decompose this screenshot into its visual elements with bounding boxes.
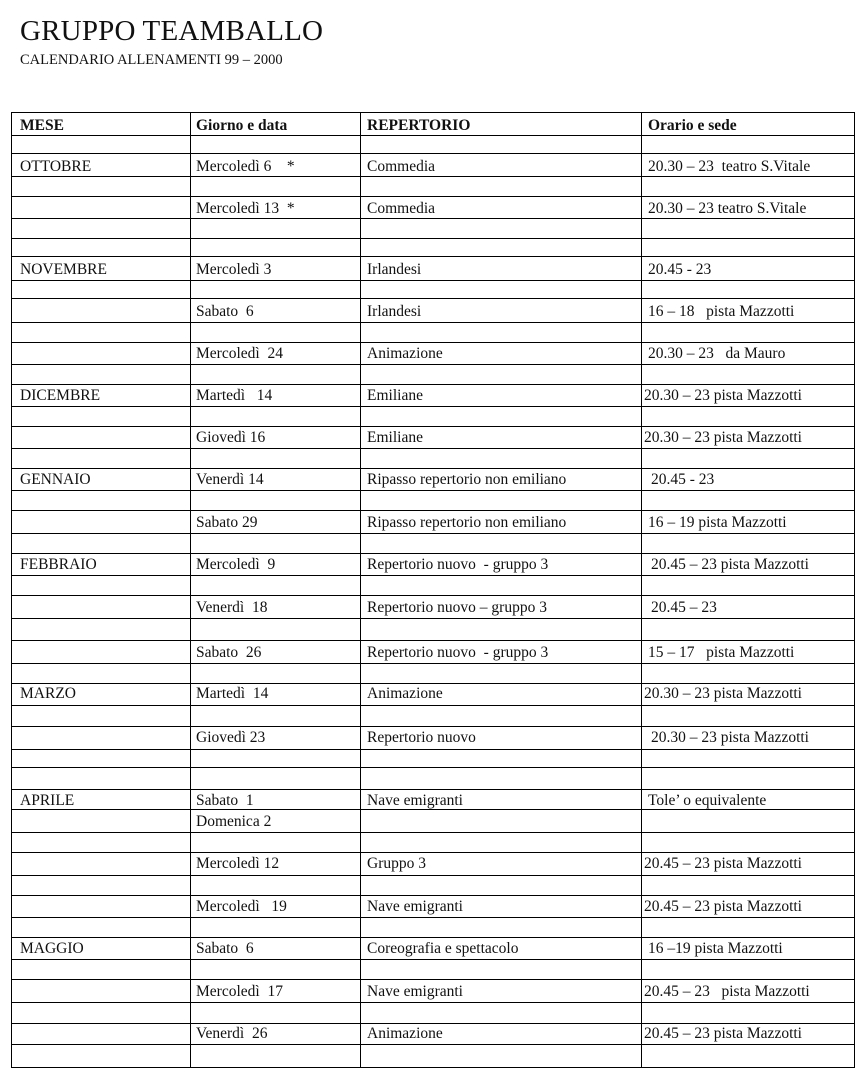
row-rule (12, 510, 854, 511)
cell-repertorio: Repertorio nuovo - gruppo 3 (367, 556, 549, 573)
row-rule (12, 1023, 854, 1024)
row-rule (12, 875, 854, 876)
row-rule (12, 406, 854, 407)
cell-orario: 20.30 – 23 teatro S.Vitale (648, 200, 807, 217)
cell-giorno: Martedì 14 (196, 685, 269, 702)
cell-giorno: Giovedì 16 (196, 429, 266, 446)
cell-giorno: Mercoledì 19 (196, 898, 287, 915)
row-rule (12, 218, 854, 219)
row-rule (12, 749, 854, 750)
cell-orario: 20.45 – 23 pista Mazzotti (644, 1025, 802, 1042)
cell-orario: 20.30 – 23 pista Mazzotti (644, 387, 802, 404)
cell-repertorio: Ripasso repertorio non emiliano (367, 514, 567, 531)
cell-repertorio: Gruppo 3 (367, 855, 426, 872)
cell-orario: 20.30 – 23 pista Mazzotti (644, 685, 802, 702)
cell-giorno: Mercoledì 3 (196, 261, 272, 278)
cell-orario: 20.30 – 23 da Mauro (648, 345, 786, 362)
cell-repertorio: Emiliane (367, 387, 423, 404)
cell-giorno: Giovedì 23 (196, 729, 266, 746)
row-rule (12, 468, 854, 469)
cell-orario: 20.45 - 23 (651, 471, 715, 488)
row-rule (12, 322, 854, 323)
cell-mese: MAGGIO (20, 940, 84, 957)
row-rule (12, 979, 854, 980)
cell-repertorio: Irlandesi (367, 303, 422, 320)
row-rule (12, 917, 854, 918)
cell-orario: 16 – 18 pista Mazzotti (648, 303, 795, 320)
row-rule (12, 726, 854, 727)
cell-orario: 16 – 19 pista Mazzotti (648, 514, 787, 531)
row-rule (12, 553, 854, 554)
row-rule (12, 832, 854, 833)
row-rule (12, 533, 854, 534)
cell-orario: 20.45 – 23 (651, 599, 717, 616)
cell-mese: DICEMBRE (20, 387, 101, 404)
row-rule (12, 683, 854, 684)
cell-giorno: Sabato 26 (196, 644, 262, 661)
row-rule (12, 575, 854, 576)
cell-orario: 20.30 – 23 pista Mazzotti (651, 729, 809, 746)
cell-repertorio: Nave emigranti (367, 983, 463, 1000)
row-rule (12, 895, 854, 896)
row-rule (12, 1002, 854, 1003)
cell-repertorio: Nave emigranti (367, 898, 463, 915)
row-rule (12, 959, 854, 960)
cell-orario: 16 –19 pista Mazzotti (648, 940, 783, 957)
cell-repertorio: Repertorio nuovo (367, 729, 476, 746)
cell-repertorio: Animazione (367, 1025, 443, 1042)
cell-repertorio: Commedia (367, 200, 436, 217)
row-rule (12, 176, 854, 177)
cell-repertorio: Nave emigranti (367, 792, 463, 809)
cell-orario: 20.45 - 23 (648, 261, 712, 278)
row-rule (12, 364, 854, 365)
cell-orario: 20.45 – 23 pista Mazzotti (644, 855, 802, 872)
cell-giorno: Sabato 1 (196, 792, 254, 809)
row-rule (12, 937, 854, 938)
cell-giorno: Mercoledì 17 (196, 983, 283, 1000)
cell-giorno: Sabato 29 (196, 514, 258, 531)
cell-giorno: Mercoledì 6 * (196, 158, 295, 175)
cell-mese: APRILE (20, 792, 75, 809)
row-rule (12, 490, 854, 491)
row-rule (12, 298, 854, 299)
cell-repertorio: Commedia (367, 158, 436, 175)
row-rule (12, 767, 854, 768)
cell-repertorio: Irlandesi (367, 261, 422, 278)
cell-giorno: Martedì 14 (196, 387, 273, 404)
cell-repertorio: Coreografia e spettacolo (367, 940, 519, 957)
cell-repertorio: Animazione (367, 685, 443, 702)
row-rule (12, 342, 854, 343)
cell-orario: 20.45 – 23 pista Mazzotti (651, 556, 809, 573)
row-rule (12, 280, 854, 281)
header-mese: MESE (20, 117, 64, 134)
row-rule (12, 238, 854, 239)
cell-giorno: Mercoledì 13 * (196, 200, 295, 217)
cell-giorno: Mercoledì 9 (196, 556, 276, 573)
cell-giorno: Venerdì 18 (196, 599, 268, 616)
cell-giorno: Sabato 6 (196, 303, 254, 320)
cell-repertorio: Animazione (367, 345, 443, 362)
cell-mese: OTTOBRE (20, 158, 92, 175)
row-rule (12, 426, 854, 427)
cell-giorno: Venerdì 26 (196, 1025, 268, 1042)
cell-orario: 20.30 – 23 pista Mazzotti (644, 429, 802, 446)
cell-giorno: Mercoledì 12 (196, 855, 280, 872)
row-rule (12, 595, 854, 596)
row-rule (12, 640, 854, 641)
cell-mese: NOVEMBRE (20, 261, 107, 278)
row-rule (12, 196, 854, 197)
row-rule (12, 852, 854, 853)
row-rule (12, 153, 854, 154)
cell-repertorio: Ripasso repertorio non emiliano (367, 471, 567, 488)
cell-orario: 20.30 – 23 teatro S.Vitale (648, 158, 811, 175)
row-rule (12, 705, 854, 706)
row-rule (12, 135, 854, 136)
cell-orario: 20.45 – 23 pista Mazzotti (644, 898, 802, 915)
row-rule (12, 663, 854, 664)
cell-repertorio: Repertorio nuovo - gruppo 3 (367, 644, 549, 661)
cell-giorno: Sabato 6 (196, 940, 254, 957)
document-title: GRUPPO TEAMBALLO (20, 15, 324, 47)
row-rule (12, 256, 854, 257)
cell-orario: Tole’ o equivalente (648, 792, 767, 809)
cell-orario: 15 – 17 pista Mazzotti (648, 644, 795, 661)
document-subtitle: CALENDARIO ALLENAMENTI 99 – 2000 (20, 52, 283, 68)
row-rule (12, 789, 854, 790)
cell-repertorio: Repertorio nuovo – gruppo 3 (367, 599, 547, 616)
cell-repertorio: Emiliane (367, 429, 423, 446)
cell-orario: 20.45 – 23 pista Mazzotti (644, 983, 810, 1000)
cell-giorno: Mercoledì 24 (196, 345, 283, 362)
cell-mese: MARZO (20, 685, 76, 702)
row-rule (12, 1044, 854, 1045)
schedule-table (11, 112, 855, 1068)
cell-giorno: Venerdì 14 (196, 471, 264, 488)
row-rule (12, 384, 854, 385)
row-rule (12, 448, 854, 449)
header-giorno: Giorno e data (196, 117, 288, 134)
cell-mese: GENNAIO (20, 471, 91, 488)
header-orario: Orario e sede (648, 117, 737, 134)
cell-giorno: Domenica 2 (196, 813, 272, 830)
row-rule (12, 618, 854, 619)
cell-mese: FEBBRAIO (20, 556, 97, 573)
header-repertorio: REPERTORIO (367, 117, 471, 134)
